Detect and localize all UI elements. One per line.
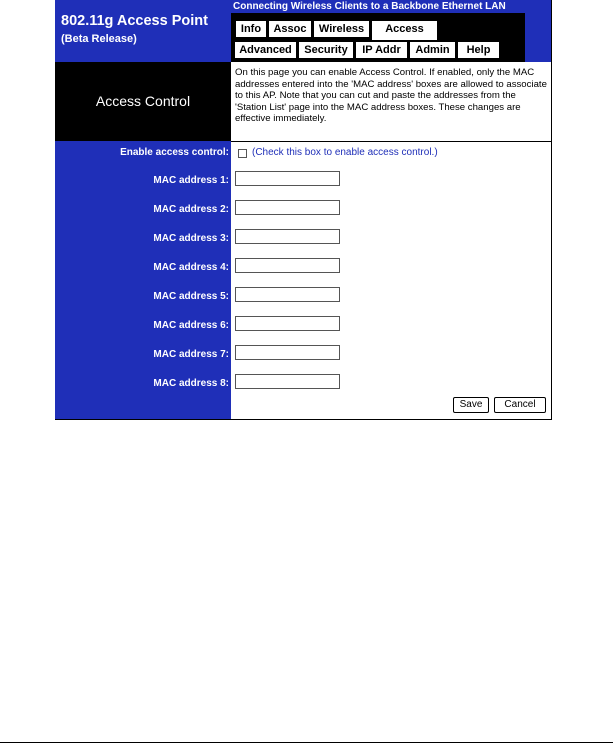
save-button[interactable]: Save	[453, 397, 489, 413]
tab-advanced[interactable]: Advanced	[234, 41, 297, 59]
page-title: Access Control	[95, 93, 191, 109]
mac-address-2-label: MAC address 2:	[153, 204, 229, 215]
mac-address-3-input[interactable]	[235, 229, 340, 244]
tab-ip-addr[interactable]: IP Addr	[355, 41, 408, 59]
mac-address-7-label: MAC address 7:	[153, 349, 229, 360]
cancel-button[interactable]: Cancel	[494, 397, 546, 413]
page-divider	[0, 742, 613, 743]
brand-subtitle: (Beta Release)	[61, 33, 137, 45]
brand-title: 802.11g Access Point	[61, 13, 208, 29]
enable-access-control-label: Enable access control:	[120, 147, 229, 158]
mac-address-6-label: MAC address 6:	[153, 320, 229, 331]
mac-address-7-input[interactable]	[235, 345, 340, 360]
mac-address-8-label: MAC address 8:	[153, 378, 229, 389]
mac-address-5-input[interactable]	[235, 287, 340, 302]
tab-assoc[interactable]: Assoc	[268, 20, 312, 38]
mac-address-1-input[interactable]	[235, 171, 340, 186]
mac-address-3-label: MAC address 3:	[153, 233, 229, 244]
tab-access[interactable]: Access	[371, 20, 438, 40]
mac-address-1-label: MAC address 1:	[153, 175, 229, 186]
enable-access-control-hint: (Check this box to enable access control.)	[252, 147, 438, 158]
mac-address-8-input[interactable]	[235, 374, 340, 389]
mac-address-5-label: MAC address 5:	[153, 291, 229, 302]
tab-info[interactable]: Info	[235, 20, 267, 38]
section-description: On this page you can enable Access Control. If enabled, only the MAC addresses entered into the 'MAC address' boxes are allowed to associate to this AP. Note that you can cut and paste the addresses from the 'Station List' page into the MAC address boxes. These changes are effective immediately.	[235, 67, 547, 125]
tab-bar	[231, 13, 525, 62]
banner-text: Connecting Wireless Clients to a Backbone Ethernet LAN	[233, 1, 506, 12]
mac-address-4-label: MAC address 4:	[153, 262, 229, 273]
brand-header	[55, 0, 231, 62]
nav-header	[231, 0, 551, 62]
tab-security[interactable]: Security	[298, 41, 354, 59]
tab-admin[interactable]: Admin	[409, 41, 456, 59]
divider	[231, 141, 551, 142]
access-point-panel	[55, 0, 552, 420]
tab-help[interactable]: Help	[457, 41, 500, 59]
mac-address-2-input[interactable]	[235, 200, 340, 215]
section-header	[55, 62, 231, 141]
tab-wireless[interactable]: Wireless	[313, 20, 370, 38]
enable-access-control-checkbox[interactable]	[238, 149, 247, 158]
mac-address-6-input[interactable]	[235, 316, 340, 331]
mac-address-4-input[interactable]	[235, 258, 340, 273]
